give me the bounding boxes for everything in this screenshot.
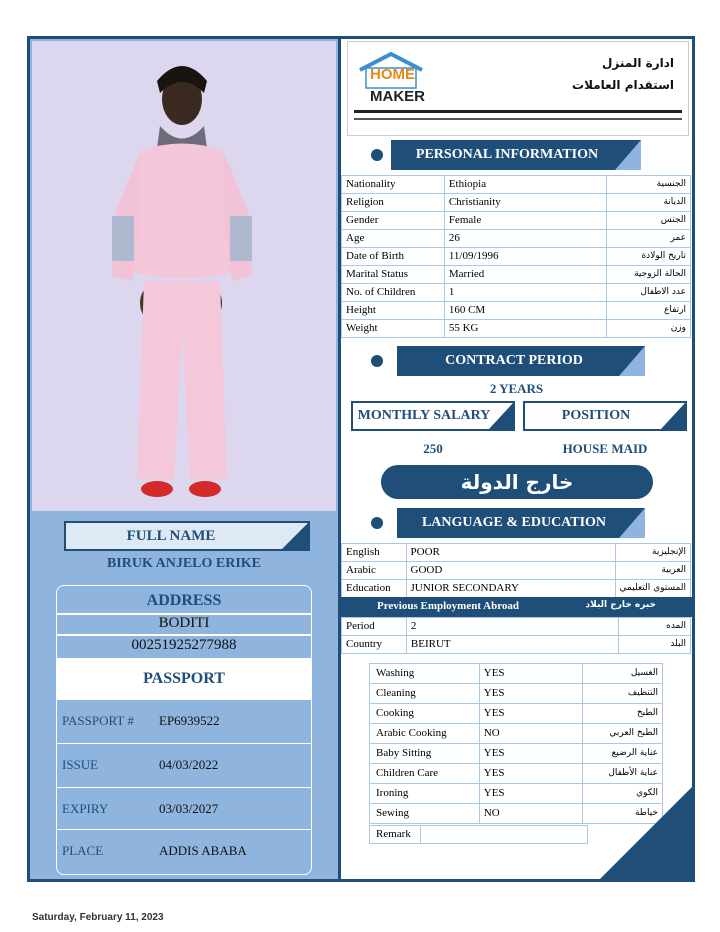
row-label-arabic: الكوي <box>583 784 663 804</box>
contract-period-header <box>397 346 645 376</box>
row-value: YES <box>479 684 582 704</box>
table-row <box>342 544 691 562</box>
row-value: 55 KG <box>444 320 606 338</box>
row-label-arabic: البلد <box>619 636 691 654</box>
row-label: Weight <box>342 320 445 338</box>
address-label: ADDRESS <box>146 592 222 609</box>
passport-header <box>57 658 311 700</box>
row-value: 11/09/1996 <box>444 248 606 266</box>
table-row <box>342 284 691 302</box>
address-value: BODITI <box>158 615 210 631</box>
row-label: Height <box>342 302 445 320</box>
row-label-arabic: العربية <box>615 562 690 580</box>
row-label-arabic: المده <box>619 618 691 636</box>
section-bullet-icon <box>371 517 383 529</box>
employment-title-ar: خبره خارج البلاد <box>585 600 656 610</box>
row-value: YES <box>479 784 582 804</box>
row-value: YES <box>479 664 582 684</box>
passport-number-value: EP6939522 <box>159 713 220 728</box>
issue-label: ISSUE <box>62 757 99 772</box>
logo-arabic-2: استقدام العاملات <box>572 78 674 92</box>
row-label-arabic: التنظيف <box>583 684 663 704</box>
table-row <box>370 764 663 784</box>
corner-decoration <box>619 508 645 538</box>
monthly-salary-box <box>351 401 515 431</box>
passport-number-row <box>57 700 311 744</box>
row-label-arabic: المستوي التعليمي <box>615 580 690 598</box>
divider <box>420 826 421 843</box>
row-label-arabic: ارتفاع <box>607 302 691 320</box>
table-row <box>342 248 691 266</box>
corner-decoration <box>600 787 692 879</box>
row-label: Country <box>342 636 407 654</box>
row-value: Married <box>444 266 606 284</box>
expiry-label: EXPIRY <box>62 801 109 816</box>
row-label: Children Care <box>370 764 480 784</box>
row-label: Marital Status <box>342 266 445 284</box>
row-label-arabic: الجنسية <box>607 176 691 194</box>
row-label: Nationality <box>342 176 445 194</box>
expiry-row <box>57 788 311 830</box>
table-row <box>342 302 691 320</box>
row-label: Age <box>342 230 445 248</box>
footer-date: Saturday, February 11, 2023 <box>32 912 164 923</box>
cv-frame <box>27 36 695 882</box>
address-card <box>56 585 312 875</box>
row-label-arabic: الجنس <box>607 212 691 230</box>
row-label-arabic: الإنجليزية <box>615 544 690 562</box>
row-value: 160 CM <box>444 302 606 320</box>
row-value: Ethiopia <box>444 176 606 194</box>
table-row <box>342 320 691 338</box>
table-row <box>342 176 691 194</box>
row-label-arabic: عدد الاطفال <box>607 284 691 302</box>
logo-line2: MAKER <box>370 88 425 105</box>
section-bullet-icon <box>371 149 383 161</box>
row-value: YES <box>479 764 582 784</box>
fullname-label: FULL NAME <box>126 528 216 544</box>
table-row <box>342 194 691 212</box>
personal-info-title: PERSONAL INFORMATION <box>415 147 599 162</box>
table-row <box>370 744 663 764</box>
position-label: POSITION <box>561 408 631 423</box>
candidate-photo <box>32 41 336 511</box>
employment-table <box>341 617 691 654</box>
row-value: 2 <box>406 618 618 636</box>
row-value: POOR <box>406 544 615 562</box>
table-row <box>342 636 691 654</box>
row-label: English <box>342 544 407 562</box>
logo-line1: HOME <box>370 66 415 83</box>
abroad-banner-text: خارج الدولة <box>460 470 574 494</box>
row-label: Sewing <box>370 804 480 824</box>
language-table <box>341 543 691 598</box>
section-bullet-icon <box>371 355 383 367</box>
abroad-banner <box>381 465 653 499</box>
monthly-salary-label: MONTHLY SALARY <box>357 408 491 423</box>
passport-label: PASSPORT <box>143 670 225 687</box>
row-label-arabic: الحالة الزوجية <box>607 266 691 284</box>
table-row <box>342 212 691 230</box>
remark-row <box>369 825 588 844</box>
fullname-label-box <box>64 521 310 551</box>
row-label: Baby Sitting <box>370 744 480 764</box>
divider <box>57 634 311 636</box>
corner-decoration <box>661 403 685 429</box>
row-label: Cooking <box>370 704 480 724</box>
language-education-title: LANGUAGE & EDUCATION <box>421 515 607 530</box>
issue-row <box>57 744 311 788</box>
logo-header <box>347 41 689 136</box>
row-label: Arabic Cooking <box>370 724 480 744</box>
row-label: Washing <box>370 664 480 684</box>
row-label-arabic: وزن <box>607 320 691 338</box>
row-value: Female <box>444 212 606 230</box>
table-row <box>370 724 663 744</box>
employment-title: Previous Employment Abroad <box>377 600 519 612</box>
fullname-value: BIRUK ANJELO ERIKE <box>106 556 262 571</box>
row-value: YES <box>479 704 582 724</box>
right-column <box>341 39 692 879</box>
corner-decoration <box>619 346 645 376</box>
row-label: Ironing <box>370 784 480 804</box>
row-value: JUNIOR SECONDARY <box>406 580 615 598</box>
row-value: NO <box>479 724 582 744</box>
row-value: 1 <box>444 284 606 302</box>
header-rule <box>354 110 682 113</box>
table-row <box>342 580 691 598</box>
row-value: Christianity <box>444 194 606 212</box>
row-label: Cleaning <box>370 684 480 704</box>
row-value: BEIRUT <box>406 636 618 654</box>
place-row <box>57 830 311 874</box>
personal-info-header <box>391 140 641 170</box>
row-label-arabic: تاريخ الولادة <box>607 248 691 266</box>
table-row <box>342 618 691 636</box>
row-label: Religion <box>342 194 445 212</box>
personal-info-table <box>341 175 691 338</box>
row-label-arabic: الطبخ العربي <box>583 724 663 744</box>
position-box <box>523 401 687 431</box>
row-value: 26 <box>444 230 606 248</box>
passport-number-label: PASSPORT # <box>62 713 134 728</box>
table-row <box>342 562 691 580</box>
place-value: ADDIS ABABA <box>159 843 247 858</box>
table-row <box>370 664 663 684</box>
language-education-header <box>397 508 645 538</box>
row-value: YES <box>479 744 582 764</box>
row-label: Period <box>342 618 407 636</box>
contract-period-value: 2 YEARS <box>489 381 544 396</box>
table-row <box>342 230 691 248</box>
logo-arabic-1: ادارة المنزل <box>602 56 674 70</box>
row-label-arabic: الطبخ <box>583 704 663 724</box>
left-column <box>30 39 338 879</box>
table-row <box>370 704 663 724</box>
contract-period-title: CONTRACT PERIOD <box>445 353 583 368</box>
row-value: GOOD <box>406 562 615 580</box>
row-label-arabic: عناية الأطفال <box>583 764 663 784</box>
corner-decoration <box>282 523 308 549</box>
row-label-arabic: عناية الرضيع <box>583 744 663 764</box>
row-label-arabic: خياطة <box>583 804 663 824</box>
header-rule <box>354 118 682 120</box>
house-logo-icon <box>356 50 426 90</box>
row-label: No. of Children <box>342 284 445 302</box>
employment-header <box>341 597 692 617</box>
corner-decoration <box>489 403 513 429</box>
row-label: Education <box>342 580 407 598</box>
issue-value: 04/03/2022 <box>159 757 219 772</box>
table-row <box>370 684 663 704</box>
expiry-value: 03/03/2027 <box>159 801 219 816</box>
row-label: Date of Birth <box>342 248 445 266</box>
corner-decoration <box>615 140 641 170</box>
row-label: Gender <box>342 212 445 230</box>
row-label-arabic: عمر <box>607 230 691 248</box>
place-label: PLACE <box>62 843 104 858</box>
salary-value: 250 <box>423 441 443 456</box>
phone-value: 00251925277988 <box>131 637 237 653</box>
person-illustration <box>32 41 336 511</box>
row-label-arabic: الغسيل <box>583 664 663 684</box>
row-label-arabic: الديانة <box>607 194 691 212</box>
position-value: HOUSE MAID <box>562 441 648 456</box>
remark-label: Remark <box>376 828 411 840</box>
row-value: NO <box>479 804 582 824</box>
row-label: Arabic <box>342 562 407 580</box>
table-row <box>342 266 691 284</box>
